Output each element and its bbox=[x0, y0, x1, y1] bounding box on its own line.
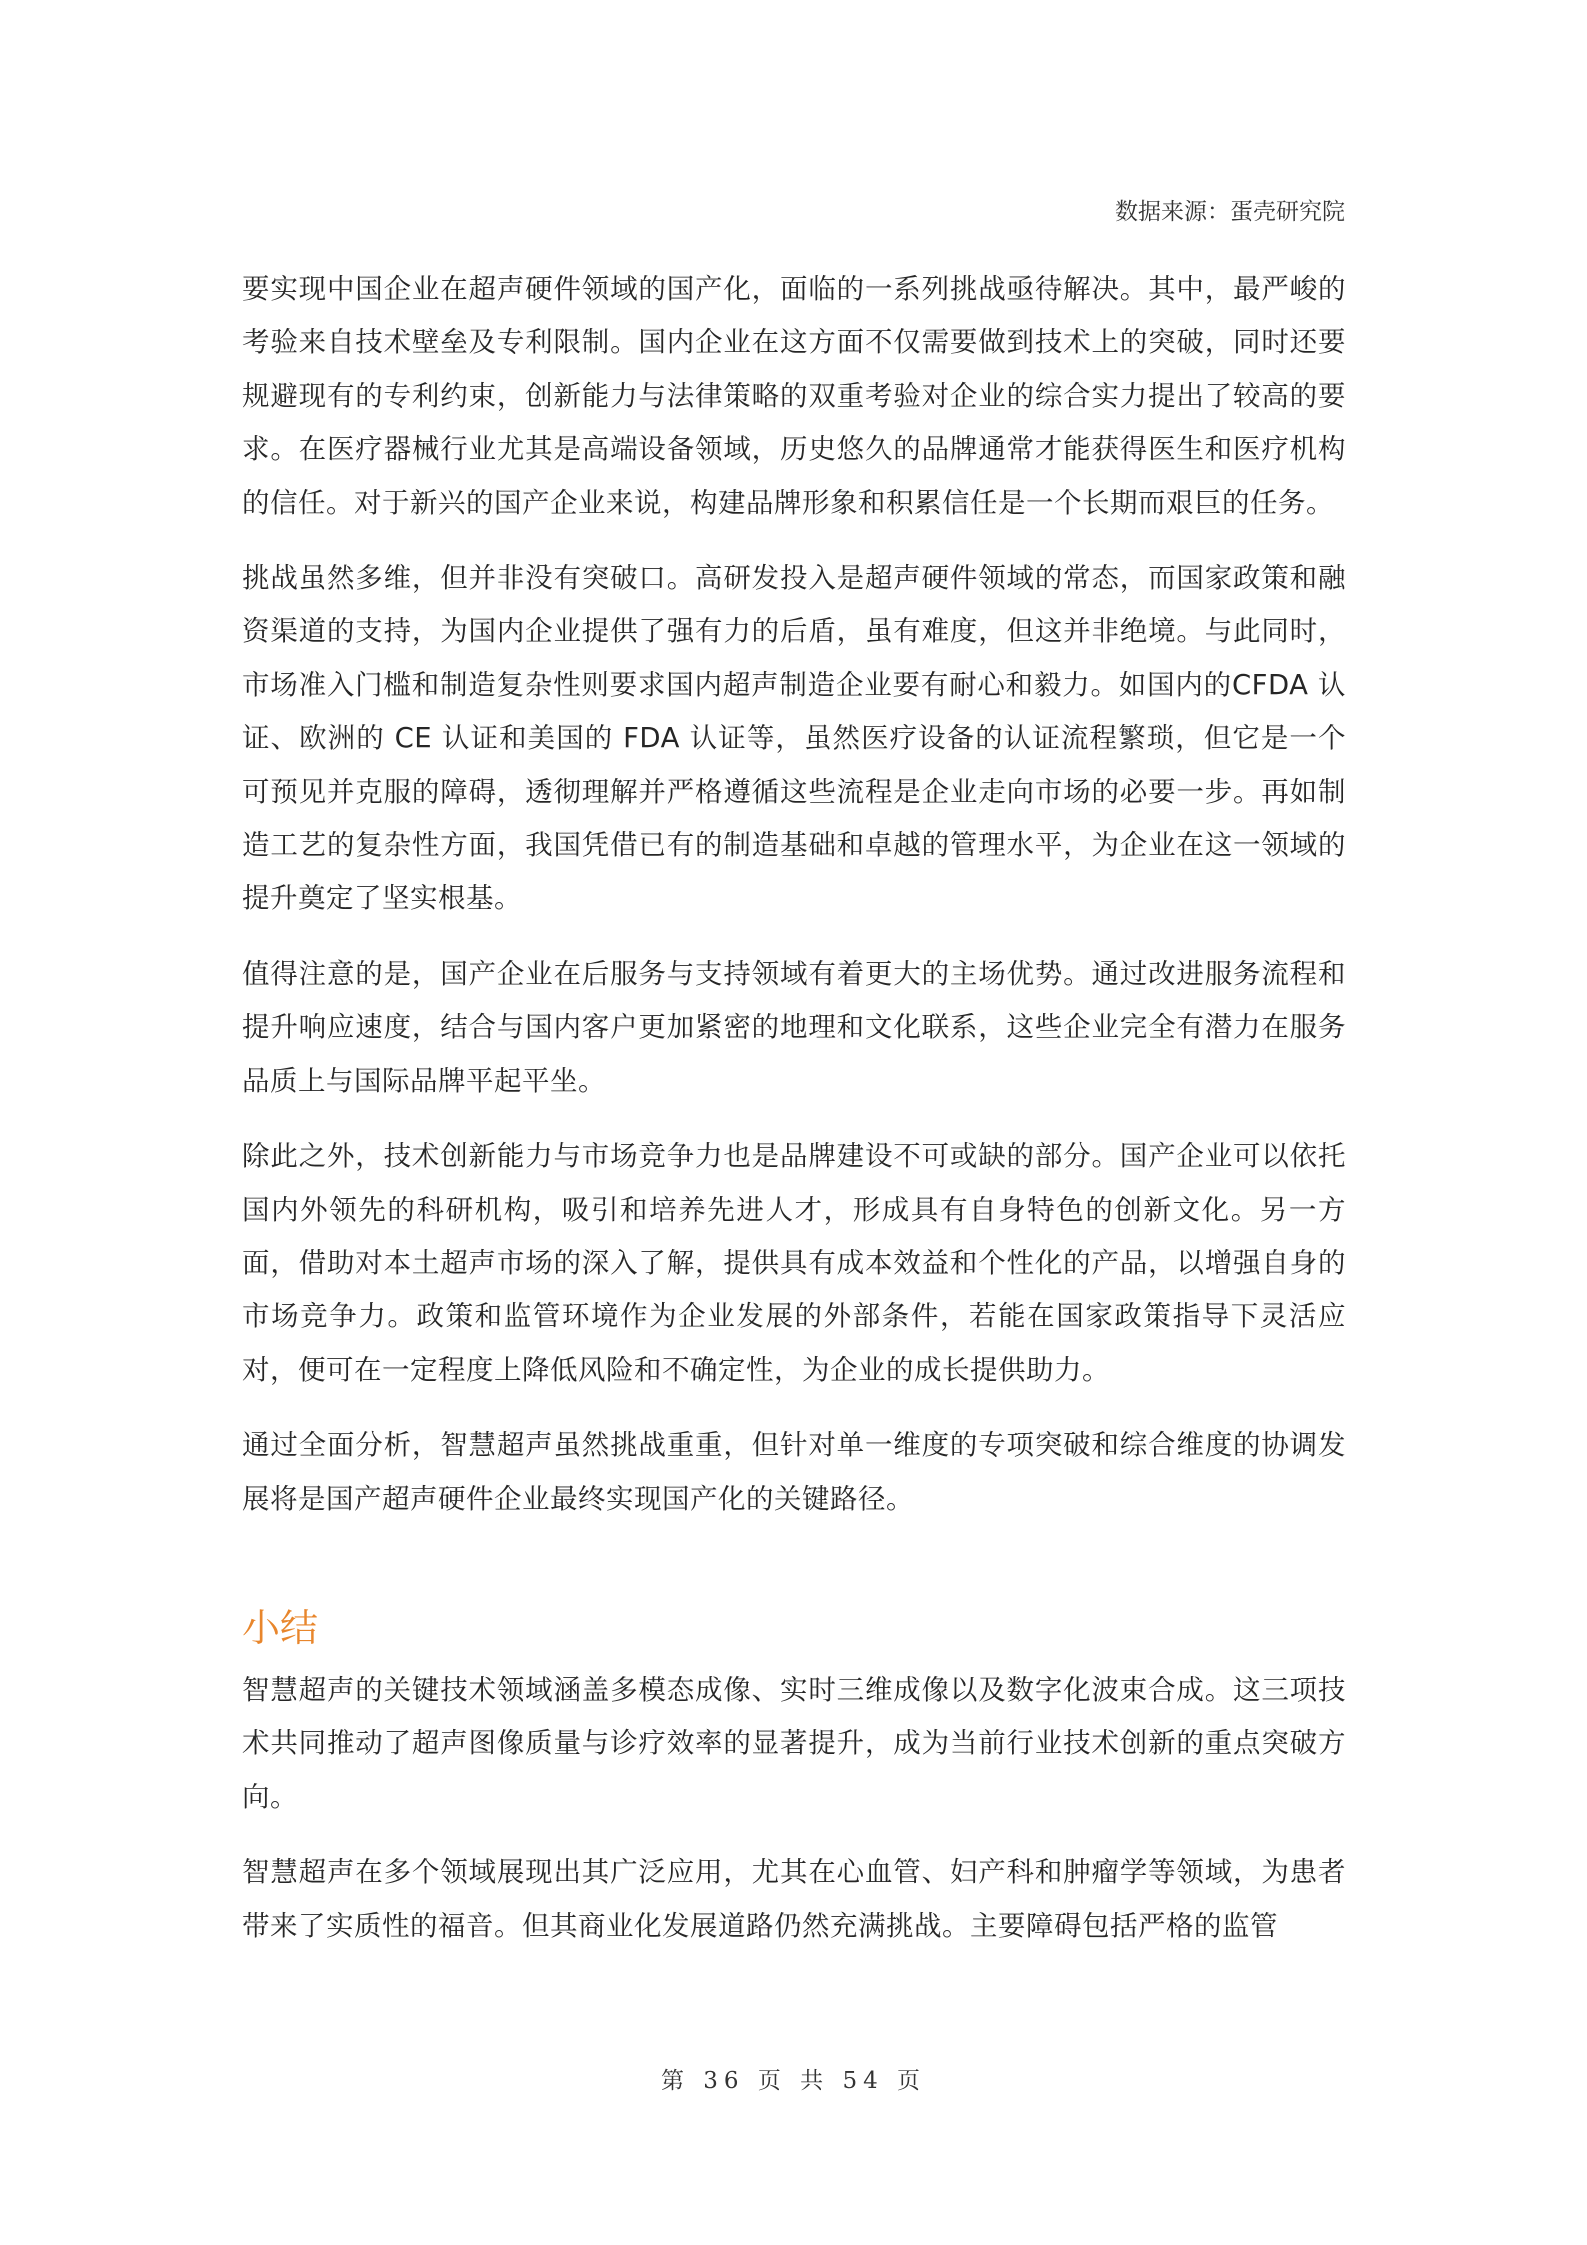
data-source-note: 数据来源：蛋壳研究院 bbox=[1115, 199, 1345, 225]
paragraph-breakthroughs: 挑战虽然多维，但并非没有突破口。高研发投入是超声硬件领域的常态，而国家政策和融资渠道的支持，为国内企业提供了强有力的后盾，虽有难度，但这并非绝境。与此同时，市场准入门槛和制造复杂性则要求国内超声制造企业要有耐心和毅力。如国内的CFDA 认证、欧洲的 CE 认证和美国的 FDA 认证等，虽然医疗设备的认证流程繁琐，但它是一个可预见并克服的障碍，透彻理解并严格遵循这些流程是企业走向市场的必要一步。再如制造工艺的复杂性方面，我国凭借已有的制造基础和卓越的管理水平，为企业在这一领域的提升奠定了坚实根基。 bbox=[242, 562, 1346, 915]
section-heading-summary: 小结 bbox=[242, 1605, 319, 1650]
page-number-footer: 第 36 页 共 54 页 bbox=[660, 2068, 927, 2094]
paragraph-innovation: 除此之外，技术创新能力与市场竞争力也是品牌建设不可或缺的部分。国产企业可以依托国内外领先的科研机构，吸引和培养先进人才，形成具有自身特色的创新文化。另一方面，借助对本土超声市场的深入了解，提供具有成本效益和个性化的产品，以增强自身的市场竞争力。政策和监管环境作为企业发展的外部条件，若能在国家政策指导下灵活应对，便可在一定程度上降低风险和不确定性，为企业的成长提供助力。 bbox=[242, 1140, 1346, 1386]
document-body bbox=[242, 263, 1346, 1975]
paragraph-challenges: 要实现中国企业在超声硬件领域的国产化，面临的一系列挑战亟待解决。其中，最严峻的考验来自技术壁垒及专利限制。国内企业在这方面不仅需要做到技术上的突破，同时还要规避现有的专利约束，创新能力与法律策略的双重考验对企业的综合实力提出了较高的要求。在医疗器械行业尤其是高端设备领域，历史悠久的品牌通常才能获得医生和医疗机构的信任。对于新兴的国产企业来说，构建品牌形象和积累信任是一个长期而艰巨的任务。 bbox=[242, 273, 1346, 519]
paragraph-conclusion: 通过全面分析，智慧超声虽然挑战重重，但针对单一维度的专项突破和综合维度的协调发展将是国产超声硬件企业最终实现国产化的关键路径。 bbox=[242, 1429, 1346, 1515]
paragraph-summary-tech: 智慧超声的关键技术领域涵盖多模态成像、实时三维成像以及数字化波束合成。这三项技术共同推动了超声图像质量与诊疗效率的显著提升，成为当前行业技术创新的重点突破方向。 bbox=[242, 1673, 1346, 1813]
paragraph-summary-applications: 智慧超声在多个领域展现出其广泛应用，尤其在心血管、妇产科和肿瘤学等领域，为患者带来了实质性的福音。但其商业化发展道路仍然充满挑战。主要障碍包括严格的监管 bbox=[242, 1856, 1346, 1942]
paragraph-service-advantage: 值得注意的是，国产企业在后服务与支持领域有着更大的主场优势。通过改进服务流程和提升响应速度，结合与国内客户更加紧密的地理和文化联系，这些企业完全有潜力在服务品质上与国际品牌平起平坐。 bbox=[242, 957, 1346, 1097]
